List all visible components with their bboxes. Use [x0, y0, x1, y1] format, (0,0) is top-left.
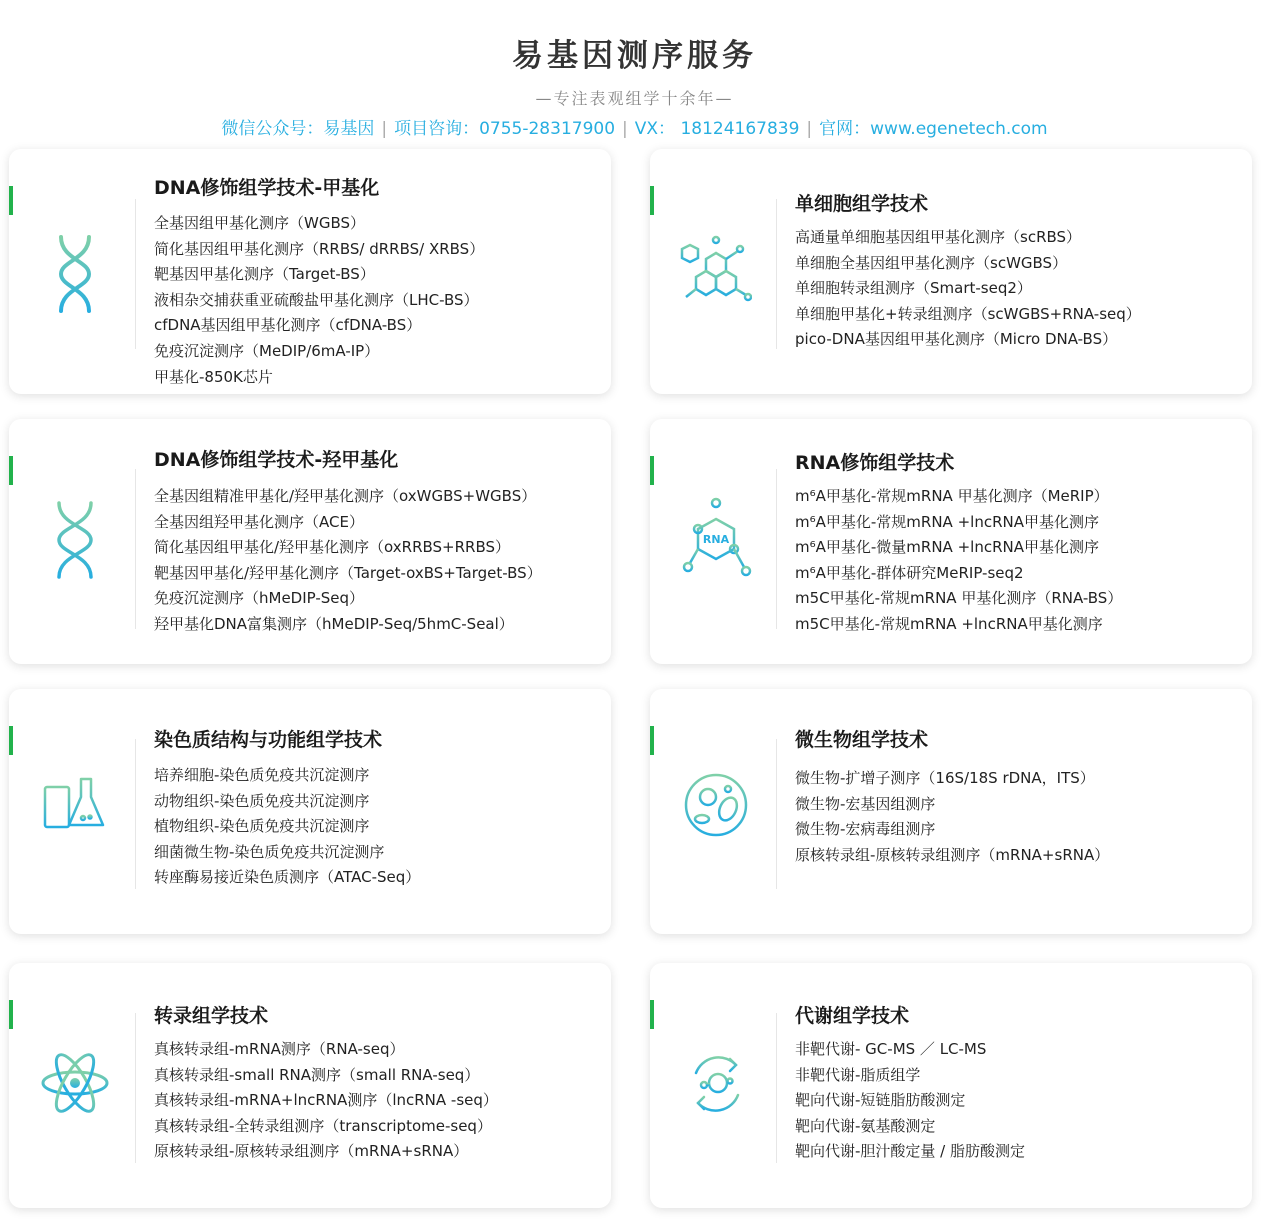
accent-bar: [650, 726, 654, 755]
list-item: 真核转录组-small RNA测序（small RNA-seq）: [154, 1065, 480, 1084]
list-item: 羟甲基化DNA富集测序（hMeDIP-Seq/5hmC-Seal）: [154, 614, 514, 633]
rna-molecule-icon: [680, 497, 752, 583]
service-card-rna-modification[interactable]: [650, 419, 1252, 664]
accent-bar: [9, 726, 13, 755]
list-item: 靶基因甲基化/羟甲基化测序（Target-oxBS+Target-BS）: [154, 563, 542, 582]
list-item: 微生物-宏病毒组测序: [795, 820, 936, 839]
card-title: 染色质结构与功能组学技术: [154, 729, 383, 751]
list-item: 靶向代谢-短链脂肪酸测定: [795, 1091, 966, 1110]
page-title: 易基因测序服务: [512, 38, 757, 74]
separator: |: [622, 119, 628, 139]
list-item: 甲基化-850K芯片: [154, 367, 273, 386]
service-list: [154, 484, 542, 638]
page-subtitle: —专注表观组学十余年—: [535, 89, 734, 108]
list-item: 免疫沉淀测序（hMeDIP-Seq）: [154, 589, 365, 608]
list-item: 靶向代谢-胆汁酸定量 / 脂肪酸测定: [795, 1142, 1026, 1161]
dna-helix-icon: [39, 497, 111, 583]
accent-bar: [650, 186, 654, 215]
dna-helix-icon: [39, 231, 111, 317]
list-item: 全基因组羟甲基化测序（ACE）: [154, 512, 364, 531]
wechat-account: 微信公众号：易基因: [221, 119, 375, 139]
list-item: 细菌微生物-染色质免疫共沉淀测序: [154, 842, 385, 861]
list-item: 简化基因组甲基化/羟甲基化测序（oxRRBS+RRBS）: [154, 538, 511, 557]
card-title: 代谢组学技术: [795, 1005, 910, 1027]
separator: |: [806, 119, 813, 139]
list-item: cfDNA基因组甲基化测序（cfDNA-BS）: [154, 316, 422, 335]
atom-icon: [39, 1043, 111, 1129]
service-card-chromatin[interactable]: [9, 689, 611, 934]
divider: [776, 199, 777, 349]
accent-bar: [9, 1000, 13, 1029]
list-item: 真核转录组-mRNA+lncRNA测序（lncRNA -seq）: [154, 1091, 498, 1110]
card-title: RNA修饰组学技术: [795, 452, 955, 474]
list-item: 动物组织-染色质免疫共沉淀测序: [154, 791, 370, 810]
service-card-single-cell[interactable]: [650, 149, 1252, 394]
list-item: 全基因组甲基化测序（WGBS）: [154, 214, 366, 232]
service-list: [154, 211, 484, 390]
phone-contact[interactable]: 项目咨询：0755-28317900: [394, 119, 616, 139]
rna-label: RNA: [702, 533, 730, 546]
list-item: 全基因组精准甲基化/羟甲基化测序（oxWGBS+WGBS）: [154, 487, 537, 505]
list-item: 非靶代谢- GC-MS ／ LC-MS: [795, 1040, 987, 1058]
divider: [135, 469, 136, 629]
list-item: 转座酶易接近染色质测序（ATAC-Seq）: [154, 868, 421, 887]
service-card-transcriptome[interactable]: [9, 963, 611, 1208]
divider: [776, 739, 777, 889]
lab-flask-icon: [39, 761, 111, 847]
list-item: 靶基因甲基化测序（Target-BS）: [154, 265, 375, 284]
list-item: 高通量单细胞基因组甲基化测序（scRBS）: [795, 228, 1082, 246]
divider: [135, 739, 136, 889]
website-link[interactable]: 官网：www.egenetech.com: [819, 119, 1048, 139]
molecule-icon: [680, 231, 752, 317]
divider: [776, 1013, 777, 1163]
list-item: 单细胞转录组测序（Smart-seq2）: [795, 279, 1032, 298]
service-list: [795, 484, 1122, 638]
list-item: 液相杂交捕获重亚硫酸盐甲基化测序（LHC-BS）: [154, 290, 479, 309]
list-item: m⁶A甲基化-常规mRNA 甲基化测序（MeRIP）: [795, 487, 1109, 505]
list-item: 植物组织-染色质免疫共沉淀测序: [154, 817, 370, 836]
list-item: m⁶A甲基化-微量mRNA +lncRNA甲基化测序: [795, 538, 1099, 557]
list-item: m5C甲基化-常规mRNA 甲基化测序（RNA-BS）: [795, 589, 1123, 608]
service-list: [795, 1037, 1025, 1165]
contact-bar: [0, 114, 1269, 139]
list-item: 免疫沉淀测序（MeDIP/6mA-IP）: [154, 341, 380, 360]
separator: |: [381, 119, 388, 139]
service-list: [154, 1037, 498, 1165]
list-item: 靶向代谢-氨基酸测定: [795, 1116, 936, 1135]
list-item: 单细胞甲基化+转录组测序（scWGBS+RNA-seq）: [795, 304, 1141, 323]
list-item: 单细胞全基因组甲基化测序（scWGBS）: [795, 253, 1068, 272]
card-title: 转录组学技术: [154, 1005, 269, 1027]
accent-bar: [9, 456, 13, 485]
list-item: 真核转录组-全转录组测序（transcriptome-seq）: [154, 1116, 492, 1135]
metabolism-cycle-icon: [680, 1043, 752, 1129]
service-list: [795, 766, 1109, 868]
card-title: DNA修饰组学技术-甲基化: [154, 177, 380, 199]
list-item: 微生物-宏基因组测序: [795, 794, 936, 813]
list-item: m⁶A甲基化-常规mRNA +lncRNA甲基化测序: [795, 512, 1099, 531]
vx-contact: VX： 18124167839: [634, 119, 800, 139]
card-title: 微生物组学技术: [795, 729, 929, 751]
accent-bar: [9, 186, 13, 215]
service-card-dna-methylation[interactable]: [9, 149, 611, 394]
list-item: 微生物-扩增子测序（16S/18S rDNA，ITS）: [795, 769, 1095, 787]
divider: [135, 1013, 136, 1163]
list-item: 培养细胞-染色质免疫共沉淀测序: [154, 766, 370, 784]
service-card-microbiome[interactable]: [650, 689, 1252, 934]
list-item: 简化基因组甲基化测序（RRBS/ dRRBS/ XRBS）: [154, 239, 485, 258]
divider: [135, 199, 136, 349]
list-item: 原核转录组-原核转录组测序（mRNA+sRNA）: [154, 1142, 469, 1161]
list-item: m5C甲基化-常规mRNA +lncRNA甲基化测序: [795, 614, 1103, 633]
list-item: m⁶A甲基化-群体研究MeRIP-seq2: [795, 563, 1024, 582]
microbe-icon: [680, 765, 752, 851]
accent-bar: [650, 456, 654, 485]
service-card-metabolomics[interactable]: [650, 963, 1252, 1208]
service-list: [795, 225, 1141, 353]
accent-bar: [650, 1000, 654, 1029]
card-title: DNA修饰组学技术-羟甲基化: [154, 449, 399, 471]
card-title: 单细胞组学技术: [795, 193, 929, 215]
list-item: 非靶代谢-脂质组学: [795, 1065, 921, 1084]
service-card-dna-hydroxymethylation[interactable]: [9, 419, 611, 664]
list-item: 原核转录组-原核转录组测序（mRNA+sRNA）: [795, 845, 1110, 864]
divider: [776, 469, 777, 629]
list-item: 真核转录组-mRNA测序（RNA-seq）: [154, 1040, 405, 1058]
service-list: [154, 763, 420, 891]
list-item: pico-DNA基因组甲基化测序（Micro DNA-BS）: [795, 330, 1118, 349]
